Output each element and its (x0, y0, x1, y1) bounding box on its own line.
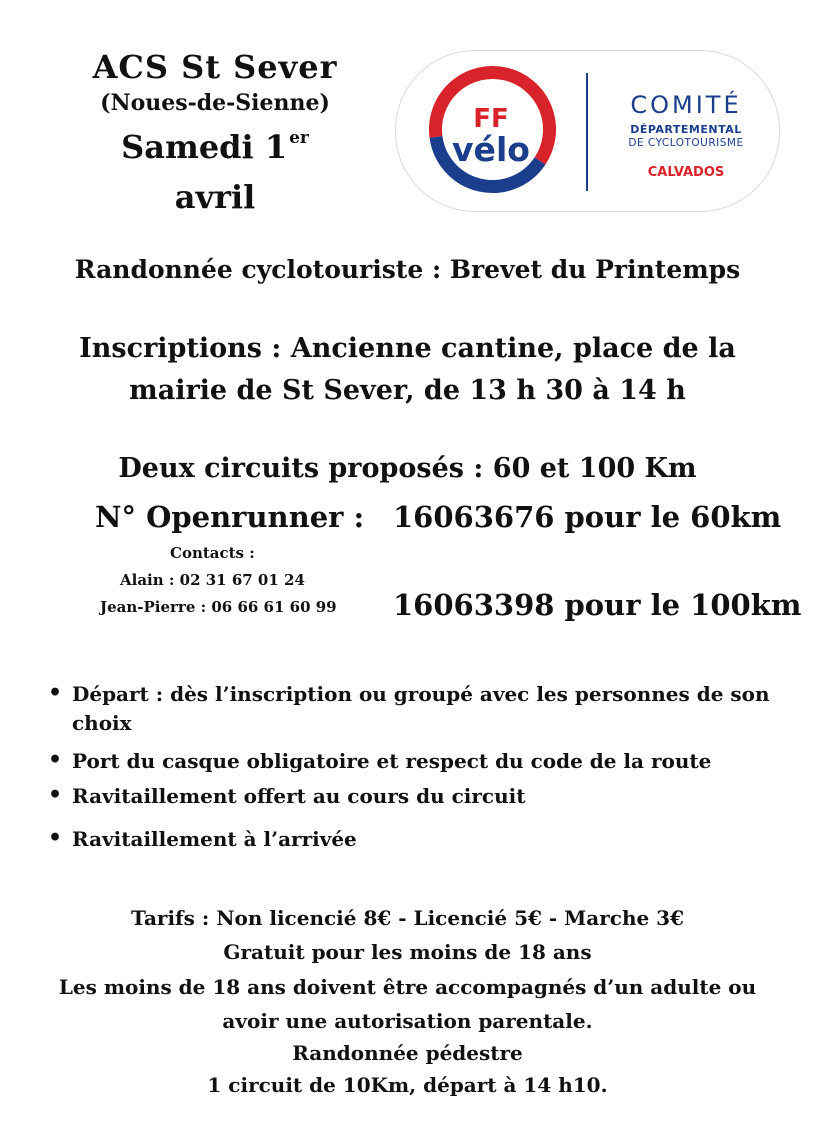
event-date-month: avril (174, 178, 256, 216)
departemental-text: DÉPARTEMENTAL (630, 123, 742, 136)
ff-text: FF (473, 104, 509, 134)
minors-line-1: Les moins de 18 ans doivent être accompagnés d’un adulte ou (58, 975, 757, 999)
cyclotourisme-text: DE CYCLOTOURISME (628, 137, 744, 149)
velo-text: vélo (452, 130, 530, 169)
tarifs-line: Tarifs : Non licencié 8€ - Licencié 5€ - Marche 3€ (130, 906, 685, 930)
contacts-title: Contacts : (170, 544, 255, 562)
bullet-casque: Port du casque obligatoire et respect du code de la route (72, 749, 712, 773)
gratuit-line: Gratuit pour les moins de 18 ans (223, 940, 592, 964)
ffvelo-comite-logo (395, 50, 780, 212)
event-date-superscript: er (289, 128, 309, 148)
inscriptions-line-1: Inscriptions : Ancienne cantine, place de la (79, 333, 736, 364)
contact-jean-pierre: Jean-Pierre : 06 66 61 60 99 (100, 598, 337, 616)
event-date-day-text: Samedi 1 (121, 128, 288, 166)
event-date-day (40, 128, 390, 166)
logo-divider (586, 73, 588, 191)
comite-text: COMITÉ (630, 91, 742, 119)
randonnee-pedestre-details: 1 circuit de 10Km, départ à 14 h10. (207, 1073, 608, 1097)
randonnee-pedestre-title: Randonnée pédestre (292, 1041, 523, 1065)
openrunner-label: N° Openrunner : (95, 500, 365, 534)
openrunner-100km: 16063398 pour le 100km (393, 588, 802, 622)
bullet-dot-icon: • (48, 782, 63, 808)
inscriptions-line-2: mairie de St Sever, de 13 h 30 à 14 h (129, 375, 686, 406)
bullet-dot-icon: • (48, 680, 63, 706)
bullet-depart: Départ : dès l’inscription ou groupé avec les personnes de son choix (72, 682, 770, 735)
contact-alain: Alain : 02 31 67 01 24 (120, 571, 305, 589)
bullet-ravitaillement-circuit: Ravitaillement offert au cours du circuit (72, 784, 526, 808)
calvados-text: CALVADOS (647, 165, 725, 180)
ffvelo-emblem-icon (396, 51, 586, 213)
club-name: ACS St Sever (92, 48, 338, 86)
openrunner-60km: 16063676 pour le 60km (393, 500, 782, 534)
circuits-line: Deux circuits proposés : 60 et 100 Km (118, 453, 697, 484)
bullet-ravitaillement-arrivee: Ravitaillement à l’arrivée (72, 827, 357, 851)
commune-name: (Noues-de-Sienne) (100, 90, 330, 116)
minors-line-2: avoir une autorisation parentale. (222, 1009, 593, 1033)
bullet-dot-icon: • (48, 825, 63, 851)
event-title: Randonnée cyclotouriste : Brevet du Printemps (74, 255, 741, 284)
bullet-dot-icon: • (48, 747, 63, 773)
